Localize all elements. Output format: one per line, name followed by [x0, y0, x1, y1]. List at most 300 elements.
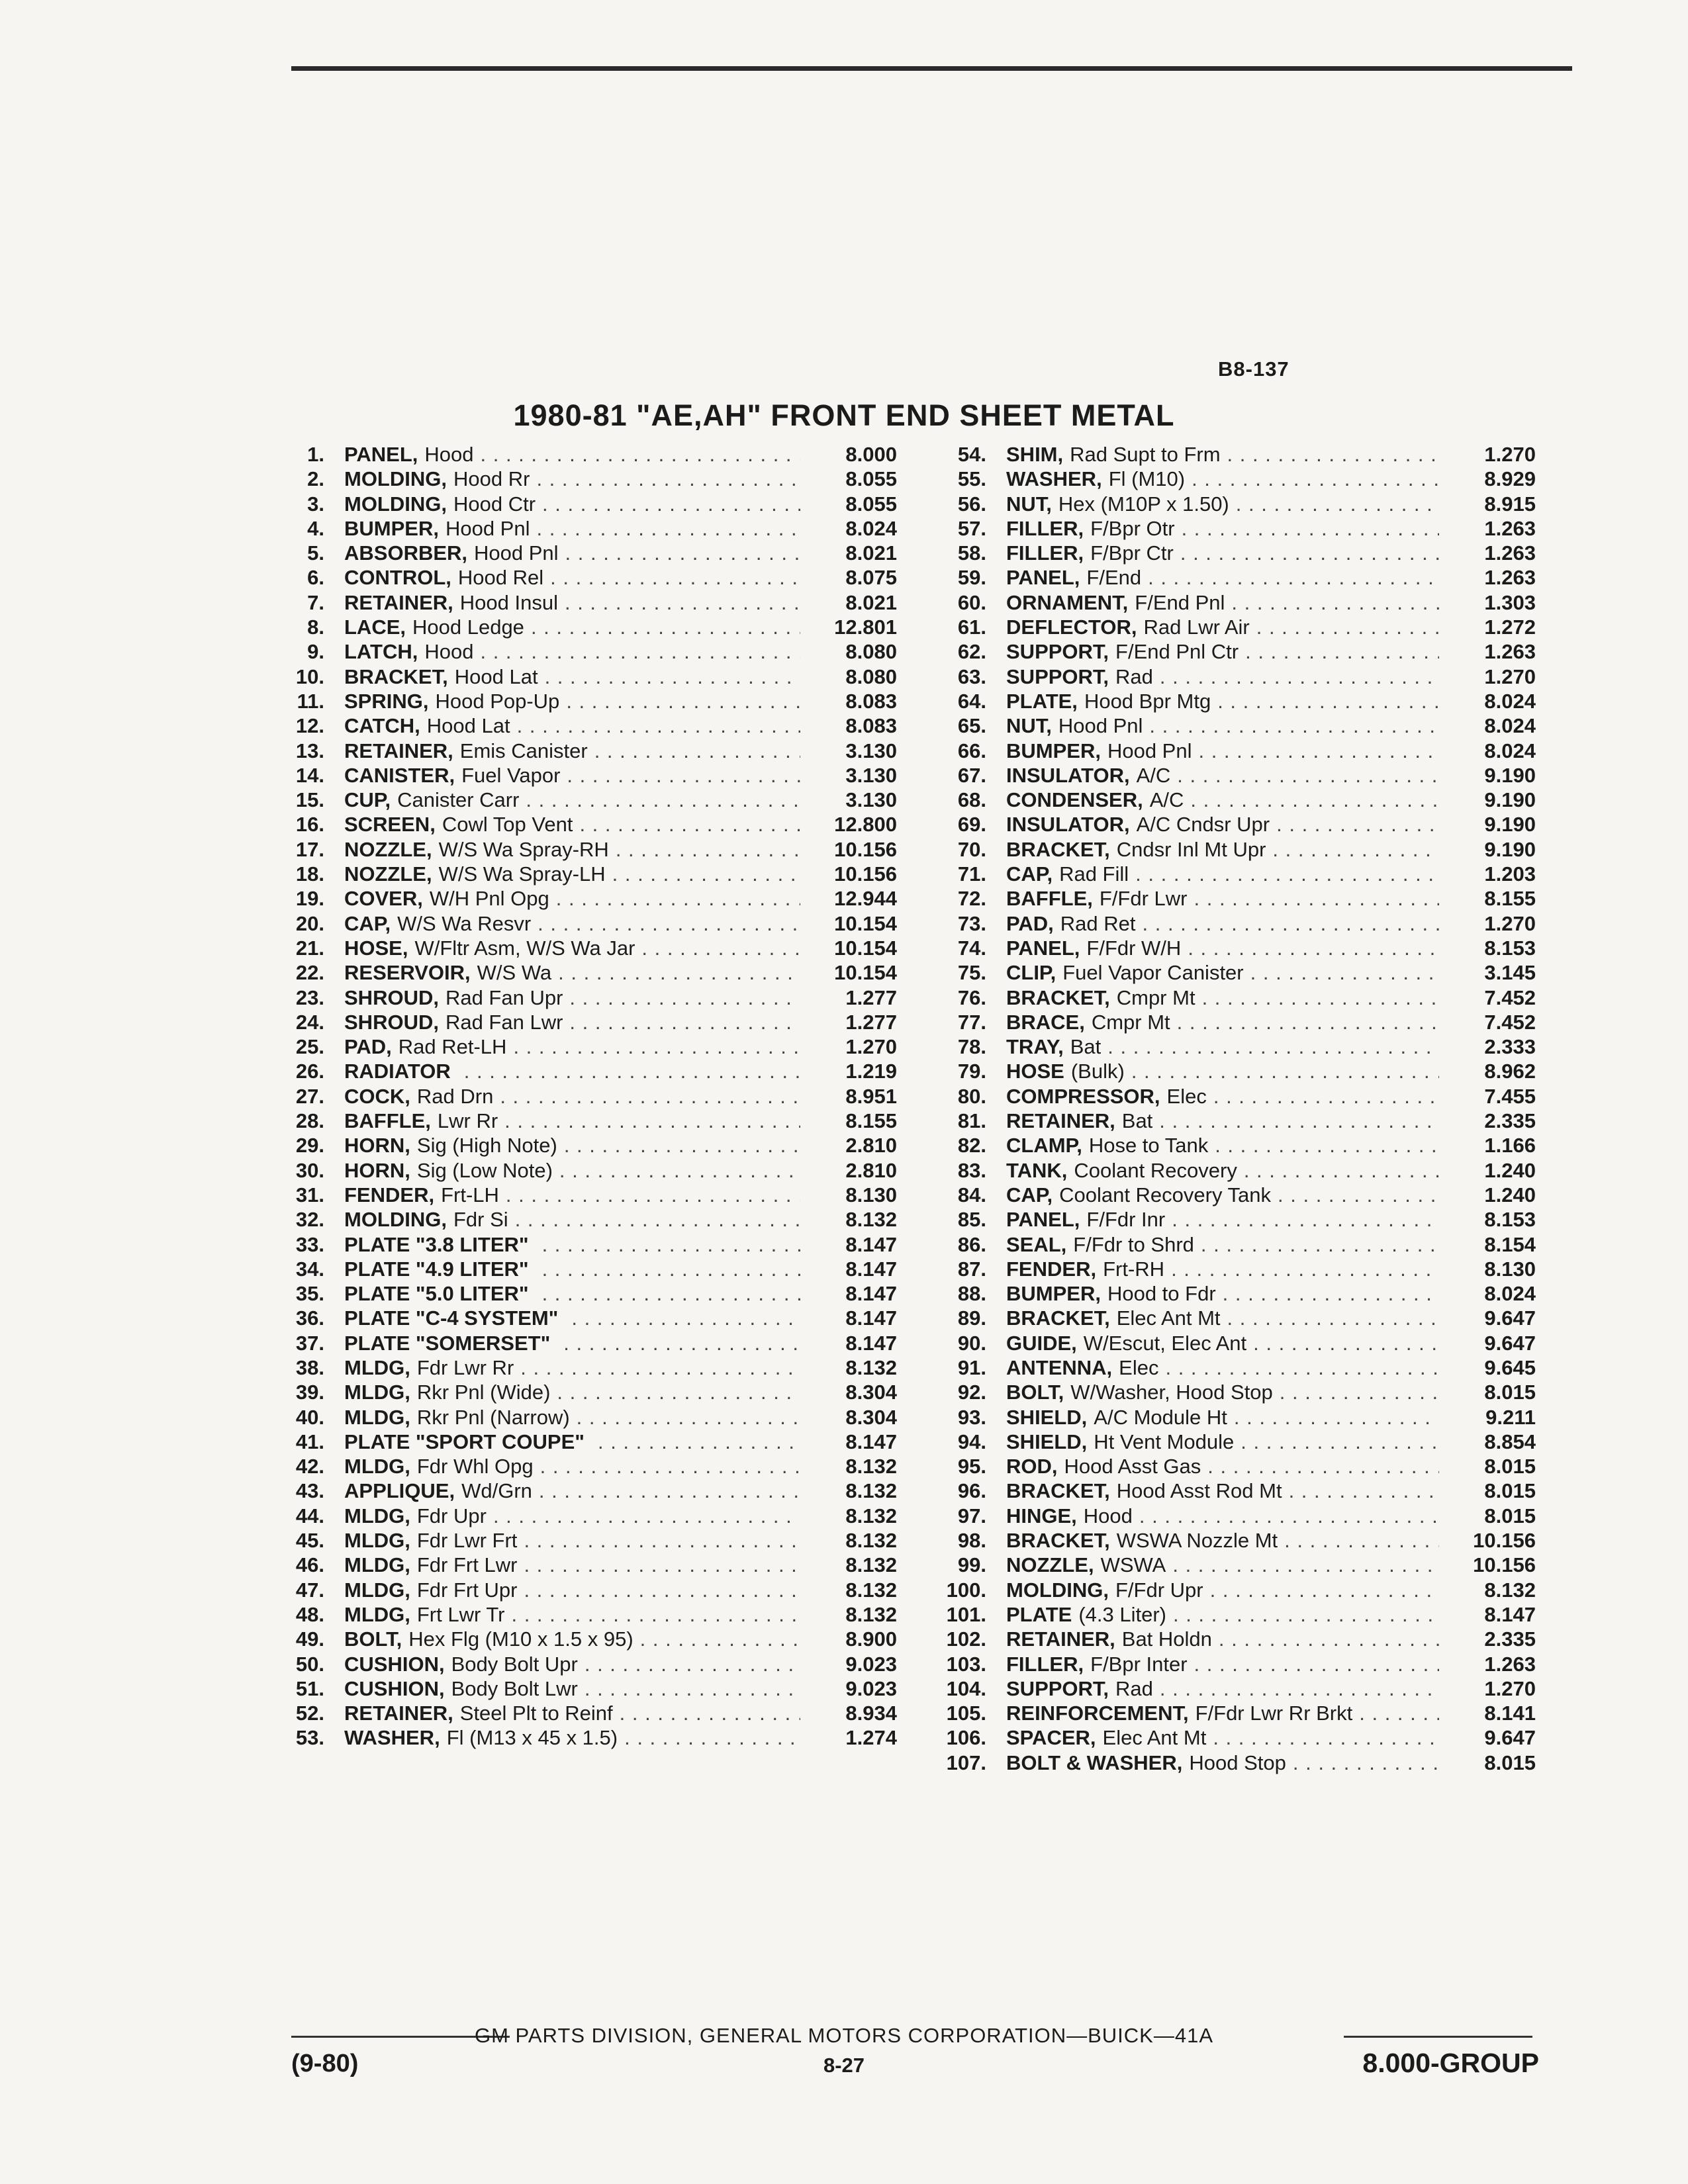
part-name: MOLDING, — [344, 467, 447, 491]
group-number: 1.203 — [1484, 862, 1536, 886]
part-description: Fdr Si — [453, 1208, 508, 1232]
leader-dots — [539, 1479, 800, 1503]
part-name: GUIDE, — [1006, 1331, 1077, 1355]
part-row — [923, 887, 1536, 911]
part-description: Hood Lat — [454, 664, 538, 688]
part-description: Fdr Whl Opg — [416, 1455, 534, 1479]
part-description: Hood Insul — [459, 590, 558, 614]
part-description: Hood Ledge — [412, 615, 524, 639]
part-name: INSULATOR, — [1006, 763, 1130, 787]
group-number: 8.304 — [845, 1405, 897, 1429]
group-number: 8.024 — [845, 516, 897, 540]
part-description: Hood — [1083, 1504, 1133, 1527]
part-row — [923, 788, 1536, 813]
group-number: 8.024 — [1484, 739, 1536, 762]
leader-dots — [1234, 1406, 1439, 1430]
leader-dots — [1256, 615, 1439, 639]
group-number: 9.211 — [1485, 1405, 1536, 1429]
part-number: 102. — [946, 1627, 986, 1651]
part-name: COVER, — [344, 887, 423, 911]
part-row — [923, 1257, 1536, 1282]
group-number: 2.810 — [845, 1134, 897, 1158]
part-number: 50. — [295, 1652, 324, 1676]
part-name: BUMPER, — [1006, 739, 1101, 762]
part-description: F/Fdr to Shrd — [1073, 1232, 1194, 1256]
part-row — [923, 764, 1536, 788]
part-description: Hood Rel — [457, 566, 544, 590]
part-name: PLATE "SOMERSET" — [344, 1331, 551, 1355]
part-description: Cndsr Inl Mt Upr — [1116, 837, 1266, 861]
part-description: A/C — [1149, 788, 1184, 812]
footer-page-number: 8-27 — [823, 2054, 865, 2077]
part-name: BOLT, — [1006, 1381, 1064, 1404]
leader-dots — [540, 1455, 800, 1479]
part-name: MLDG, — [344, 1405, 410, 1429]
part-name: ABSORBER, — [344, 541, 468, 565]
group-number: 8.000 — [845, 443, 897, 466]
part-row — [923, 1381, 1536, 1405]
group-number: 8.015 — [1484, 1455, 1536, 1479]
leader-dots — [520, 1356, 800, 1380]
group-number: 8.024 — [1484, 1282, 1536, 1306]
part-number: 93. — [957, 1405, 986, 1429]
part-description: Body Bolt Lwr — [451, 1676, 578, 1700]
part-name: MOLDING, — [344, 1208, 447, 1232]
part-row — [923, 541, 1536, 566]
footer-rule-right — [1344, 2036, 1532, 2038]
group-number: 8.147 — [845, 1306, 897, 1330]
part-description: Coolant Recovery — [1074, 1158, 1237, 1182]
part-number: 84. — [957, 1183, 986, 1206]
leader-dots — [500, 1085, 800, 1109]
part-number: 5. — [307, 541, 324, 565]
group-number: 8.929 — [1484, 467, 1536, 491]
part-name: SCREEN, — [344, 813, 436, 837]
part-number: 9. — [307, 640, 324, 664]
part-row — [923, 1677, 1536, 1702]
part-description: Rad Drn — [416, 1084, 494, 1108]
part-description: W/Escut, Elec Ant — [1083, 1331, 1247, 1355]
part-row — [278, 1109, 897, 1134]
part-number: 38. — [295, 1355, 324, 1379]
leader-dots — [1159, 1109, 1439, 1133]
part-description: Hood Rr — [453, 467, 530, 491]
leader-dots — [542, 1233, 800, 1257]
leader-dots — [506, 1183, 800, 1207]
leader-dots — [1177, 1011, 1439, 1034]
leader-dots — [1139, 1504, 1439, 1528]
part-name: CUSHION, — [344, 1676, 445, 1700]
part-row — [278, 665, 897, 690]
part-description: F/Bpr Ctr — [1090, 541, 1174, 565]
part-number: 61. — [957, 615, 986, 639]
part-number: 82. — [957, 1134, 986, 1158]
part-description: Bat — [1070, 1035, 1102, 1059]
part-name: LACE, — [344, 615, 406, 639]
leader-dots — [1250, 961, 1439, 985]
part-number: 46. — [295, 1553, 324, 1577]
part-row — [278, 1306, 897, 1331]
group-number: 8.021 — [845, 590, 897, 614]
part-row — [278, 764, 897, 788]
group-number: 2.335 — [1484, 1627, 1536, 1651]
group-number: 3.130 — [845, 763, 897, 787]
group-number: 8.021 — [845, 541, 897, 565]
group-number: 1.277 — [845, 1010, 897, 1034]
part-row — [278, 615, 897, 640]
group-number: 9.190 — [1484, 813, 1536, 837]
part-row — [923, 665, 1536, 690]
part-row — [278, 838, 897, 862]
part-description: Emis Canister — [459, 739, 588, 762]
leader-dots — [1272, 838, 1439, 862]
part-row — [923, 1702, 1536, 1726]
part-number: 107. — [946, 1751, 986, 1774]
group-number: 8.915 — [1484, 492, 1536, 516]
part-number: 27. — [295, 1084, 324, 1108]
part-name: MLDG, — [344, 1455, 410, 1479]
part-number: 1. — [307, 443, 324, 466]
group-number: 8.155 — [845, 1109, 897, 1133]
part-number: 90. — [957, 1331, 986, 1355]
part-name: SHIELD, — [1006, 1405, 1088, 1429]
part-row — [278, 1702, 897, 1726]
part-number: 70. — [957, 837, 986, 861]
group-number: 8.132 — [1484, 1578, 1536, 1602]
part-name: PAD, — [1006, 911, 1054, 935]
group-number: 1.263 — [1484, 516, 1536, 540]
group-number: 12.801 — [834, 615, 897, 639]
part-number: 64. — [957, 689, 986, 713]
part-number: 95. — [957, 1455, 986, 1479]
page-code: B8-137 — [1218, 357, 1289, 381]
group-number: 9.023 — [845, 1652, 897, 1676]
part-number: 66. — [957, 739, 986, 762]
group-number: 3.145 — [1484, 961, 1536, 985]
part-description: Rad Supt to Frm — [1070, 443, 1221, 466]
group-number: 8.153 — [1484, 1208, 1536, 1232]
part-row — [278, 1603, 897, 1627]
leader-dots — [616, 838, 800, 862]
part-name: HOSE, — [344, 936, 408, 960]
leader-dots — [585, 1677, 800, 1701]
leader-dots — [566, 690, 800, 713]
leader-dots — [1253, 1332, 1439, 1355]
part-description: F/Fdr Lwr Rr Brkt — [1195, 1702, 1353, 1725]
part-row — [278, 1035, 897, 1060]
part-name: PLATE — [1006, 1602, 1072, 1626]
group-number: 10.156 — [834, 862, 897, 886]
part-number: 96. — [957, 1479, 986, 1503]
part-number: 85. — [957, 1208, 986, 1232]
part-row — [278, 1208, 897, 1232]
part-name: NOZZLE, — [1006, 1553, 1094, 1577]
leader-dots — [1236, 492, 1439, 516]
part-name: FENDER, — [344, 1183, 435, 1206]
part-number: 72. — [957, 887, 986, 911]
part-number: 59. — [957, 566, 986, 590]
part-description: Fuel Vapor — [461, 763, 561, 787]
part-number: 58. — [957, 541, 986, 565]
part-name: CLIP, — [1006, 961, 1056, 985]
part-description: W/S Wa Spray-RH — [438, 837, 609, 861]
part-row — [923, 1134, 1536, 1158]
part-description: F/Fdr W/H — [1086, 936, 1182, 960]
group-number: 8.055 — [845, 492, 897, 516]
part-name: PANEL, — [1006, 936, 1080, 960]
part-row — [923, 492, 1536, 517]
part-name: PLATE "5.0 LITER" — [344, 1282, 529, 1306]
part-description: A/C Cndsr Upr — [1136, 813, 1270, 837]
part-name: CANISTER, — [344, 763, 455, 787]
part-description: Sig (Low Note) — [416, 1158, 553, 1182]
leader-dots — [1160, 1677, 1439, 1701]
leader-dots — [1131, 1060, 1439, 1083]
part-row — [278, 788, 897, 813]
leader-dots — [1231, 591, 1439, 615]
group-number: 8.147 — [845, 1430, 897, 1453]
part-number: 103. — [946, 1652, 986, 1676]
part-description: Elec — [1166, 1084, 1207, 1108]
part-row — [278, 1627, 897, 1652]
leader-dots — [1188, 936, 1439, 960]
group-number: 8.153 — [1484, 936, 1536, 960]
part-number: 60. — [957, 590, 986, 614]
part-description: Bat — [1121, 1109, 1153, 1133]
leader-dots — [565, 541, 800, 565]
part-description: W/S Wa — [477, 961, 552, 985]
leader-dots — [1172, 1553, 1439, 1577]
part-row — [278, 1553, 897, 1578]
part-row — [923, 912, 1536, 936]
part-row — [278, 1159, 897, 1183]
group-number: 8.083 — [845, 714, 897, 738]
part-description: Frt Lwr Tr — [416, 1602, 505, 1626]
leader-dots — [524, 1578, 800, 1602]
group-number: 8.024 — [1484, 714, 1536, 738]
part-number: 68. — [957, 788, 986, 812]
part-number: 32. — [295, 1208, 324, 1232]
part-description: Cmpr Mt — [1116, 985, 1196, 1009]
part-row — [923, 1406, 1536, 1430]
part-description: Hood Pnl — [445, 516, 530, 540]
group-number: 8.934 — [845, 1702, 897, 1725]
part-number: 55. — [957, 467, 986, 491]
leader-dots — [531, 615, 800, 639]
part-row — [278, 1430, 897, 1455]
part-name: PANEL, — [344, 443, 418, 466]
part-name: RETAINER, — [1006, 1109, 1115, 1133]
part-number: 11. — [297, 689, 324, 713]
part-description: Rad Ret — [1060, 911, 1136, 935]
group-number: 8.083 — [845, 689, 897, 713]
part-number: 36. — [295, 1306, 324, 1330]
part-number: 4. — [307, 516, 324, 540]
part-row — [278, 936, 897, 961]
part-name: INSULATOR, — [1006, 813, 1130, 837]
group-number: 3.130 — [845, 739, 897, 762]
group-number: 8.132 — [845, 1208, 897, 1232]
part-row — [278, 1282, 897, 1306]
group-number: 8.024 — [1484, 689, 1536, 713]
part-number: 51. — [295, 1676, 324, 1700]
leader-dots — [559, 1159, 800, 1183]
part-name: CAP, — [1006, 1183, 1053, 1206]
part-number: 28. — [295, 1109, 324, 1133]
part-name: MLDG, — [344, 1504, 410, 1527]
part-name: FILLER, — [1006, 541, 1084, 565]
part-description: Fdr Lwr Rr — [416, 1355, 514, 1379]
leader-dots — [464, 1060, 800, 1083]
part-name: MLDG, — [344, 1529, 410, 1553]
part-row — [278, 443, 897, 467]
part-number: 35. — [295, 1282, 324, 1306]
group-number: 9.190 — [1484, 763, 1536, 787]
part-name: HORN, — [344, 1158, 410, 1182]
part-name: RETAINER, — [344, 590, 453, 614]
part-row — [278, 566, 897, 590]
part-row — [278, 1381, 897, 1405]
part-description: Fdr Upr — [416, 1504, 487, 1527]
part-name: HORN, — [344, 1134, 410, 1158]
group-number: 8.015 — [1484, 1479, 1536, 1503]
part-name: BRACKET, — [1006, 985, 1110, 1009]
leader-dots — [550, 566, 800, 590]
part-row — [278, 1578, 897, 1603]
part-number: 16. — [295, 813, 324, 837]
part-row — [923, 1529, 1536, 1553]
part-description: F/Fdr Inr — [1086, 1208, 1166, 1232]
part-description: W/H Pnl Opg — [429, 887, 549, 911]
group-number: 8.155 — [1484, 887, 1536, 911]
part-number: 62. — [957, 640, 986, 664]
group-number: 8.147 — [1484, 1602, 1536, 1626]
part-name: PANEL, — [1006, 1208, 1080, 1232]
part-description: Hood to Fdr — [1107, 1282, 1216, 1306]
part-name: CAP, — [1006, 862, 1053, 886]
part-description: Fl (M10) — [1108, 467, 1186, 491]
leader-dots — [1245, 640, 1439, 664]
leader-dots — [1219, 1627, 1439, 1651]
part-name: MLDG, — [344, 1381, 410, 1404]
part-number: 54. — [957, 443, 986, 466]
part-description: Coolant Recovery Tank — [1059, 1183, 1272, 1206]
part-number: 18. — [295, 862, 324, 886]
group-number: 10.156 — [1473, 1529, 1536, 1553]
part-name: MLDG, — [344, 1578, 410, 1602]
leader-dots — [1227, 443, 1439, 467]
group-number: 10.156 — [1473, 1553, 1536, 1577]
part-name: DEFLECTOR, — [1006, 615, 1137, 639]
part-row — [278, 492, 897, 517]
group-number: 9.023 — [845, 1676, 897, 1700]
part-number: 77. — [957, 1010, 986, 1034]
part-name: MLDG, — [344, 1602, 410, 1626]
part-name: TRAY, — [1006, 1035, 1064, 1059]
part-description: Rad Fan Upr — [445, 985, 563, 1009]
part-row — [923, 739, 1536, 764]
part-row — [923, 1627, 1536, 1652]
group-number: 8.132 — [845, 1578, 897, 1602]
part-description: F/Fdr Lwr — [1099, 887, 1188, 911]
part-description: W/Washer, Hood Stop — [1070, 1381, 1273, 1404]
part-name: MOLDING, — [344, 492, 447, 516]
group-number: 8.132 — [845, 1479, 897, 1503]
part-row — [923, 1578, 1536, 1603]
leader-dots — [1160, 665, 1439, 689]
part-name: SUPPORT, — [1006, 664, 1109, 688]
part-number: 24. — [295, 1010, 324, 1034]
part-name: COMPRESSOR, — [1006, 1084, 1160, 1108]
group-number: 8.951 — [845, 1084, 897, 1108]
part-number: 17. — [295, 837, 324, 861]
leader-dots — [1207, 1455, 1439, 1479]
part-number: 63. — [957, 664, 986, 688]
part-number: 6. — [307, 566, 324, 590]
part-description: Hose to Tank — [1088, 1134, 1209, 1158]
group-number: 7.452 — [1484, 985, 1536, 1009]
parts-list-left — [278, 443, 897, 1751]
part-number: 71. — [957, 862, 986, 886]
leader-dots — [517, 714, 800, 738]
part-number: 97. — [957, 1504, 986, 1527]
group-number: 1.270 — [1484, 443, 1536, 466]
part-description: Cowl Top Vent — [442, 813, 573, 837]
part-description: Fdr Frt Lwr — [416, 1553, 518, 1577]
part-row — [278, 1677, 897, 1702]
part-number: 43. — [295, 1479, 324, 1503]
leader-dots — [524, 1529, 800, 1553]
part-number: 81. — [957, 1109, 986, 1133]
part-row — [923, 1183, 1536, 1208]
part-name: SEAL, — [1006, 1232, 1067, 1256]
leader-dots — [1278, 1183, 1439, 1207]
part-number: 83. — [957, 1158, 986, 1182]
part-number: 7. — [307, 590, 324, 614]
part-row — [923, 1553, 1536, 1578]
part-row — [923, 517, 1536, 541]
group-number: 1.240 — [1484, 1183, 1536, 1206]
group-number: 2.810 — [845, 1158, 897, 1182]
part-description: WSWA — [1100, 1553, 1166, 1577]
part-row — [923, 813, 1536, 837]
part-name: PAD, — [344, 1035, 392, 1059]
group-number: 10.156 — [834, 837, 897, 861]
part-number: 20. — [295, 911, 324, 935]
leader-dots — [1213, 1085, 1439, 1109]
leader-dots — [1201, 1233, 1439, 1257]
part-description: Hex (M10P x 1.50) — [1058, 492, 1229, 516]
part-description: Fuel Vapor Canister — [1062, 961, 1244, 985]
part-number: 39. — [295, 1381, 324, 1404]
part-row — [278, 1060, 897, 1084]
group-number: 8.132 — [845, 1602, 897, 1626]
part-number: 105. — [946, 1702, 986, 1725]
leader-dots — [557, 1381, 800, 1404]
part-description: Rad Fan Lwr — [445, 1010, 563, 1034]
group-number: 8.962 — [1484, 1060, 1536, 1083]
leader-dots — [513, 1035, 800, 1059]
part-name: NUT, — [1006, 714, 1052, 738]
part-description: A/C — [1136, 763, 1171, 787]
group-number: 10.154 — [834, 961, 897, 985]
group-number: 1.270 — [845, 1035, 897, 1059]
leader-dots — [536, 517, 800, 541]
part-number: 69. — [957, 813, 986, 837]
part-name: MOLDING, — [1006, 1578, 1109, 1602]
leader-dots — [1202, 986, 1439, 1010]
part-number: 89. — [957, 1306, 986, 1330]
